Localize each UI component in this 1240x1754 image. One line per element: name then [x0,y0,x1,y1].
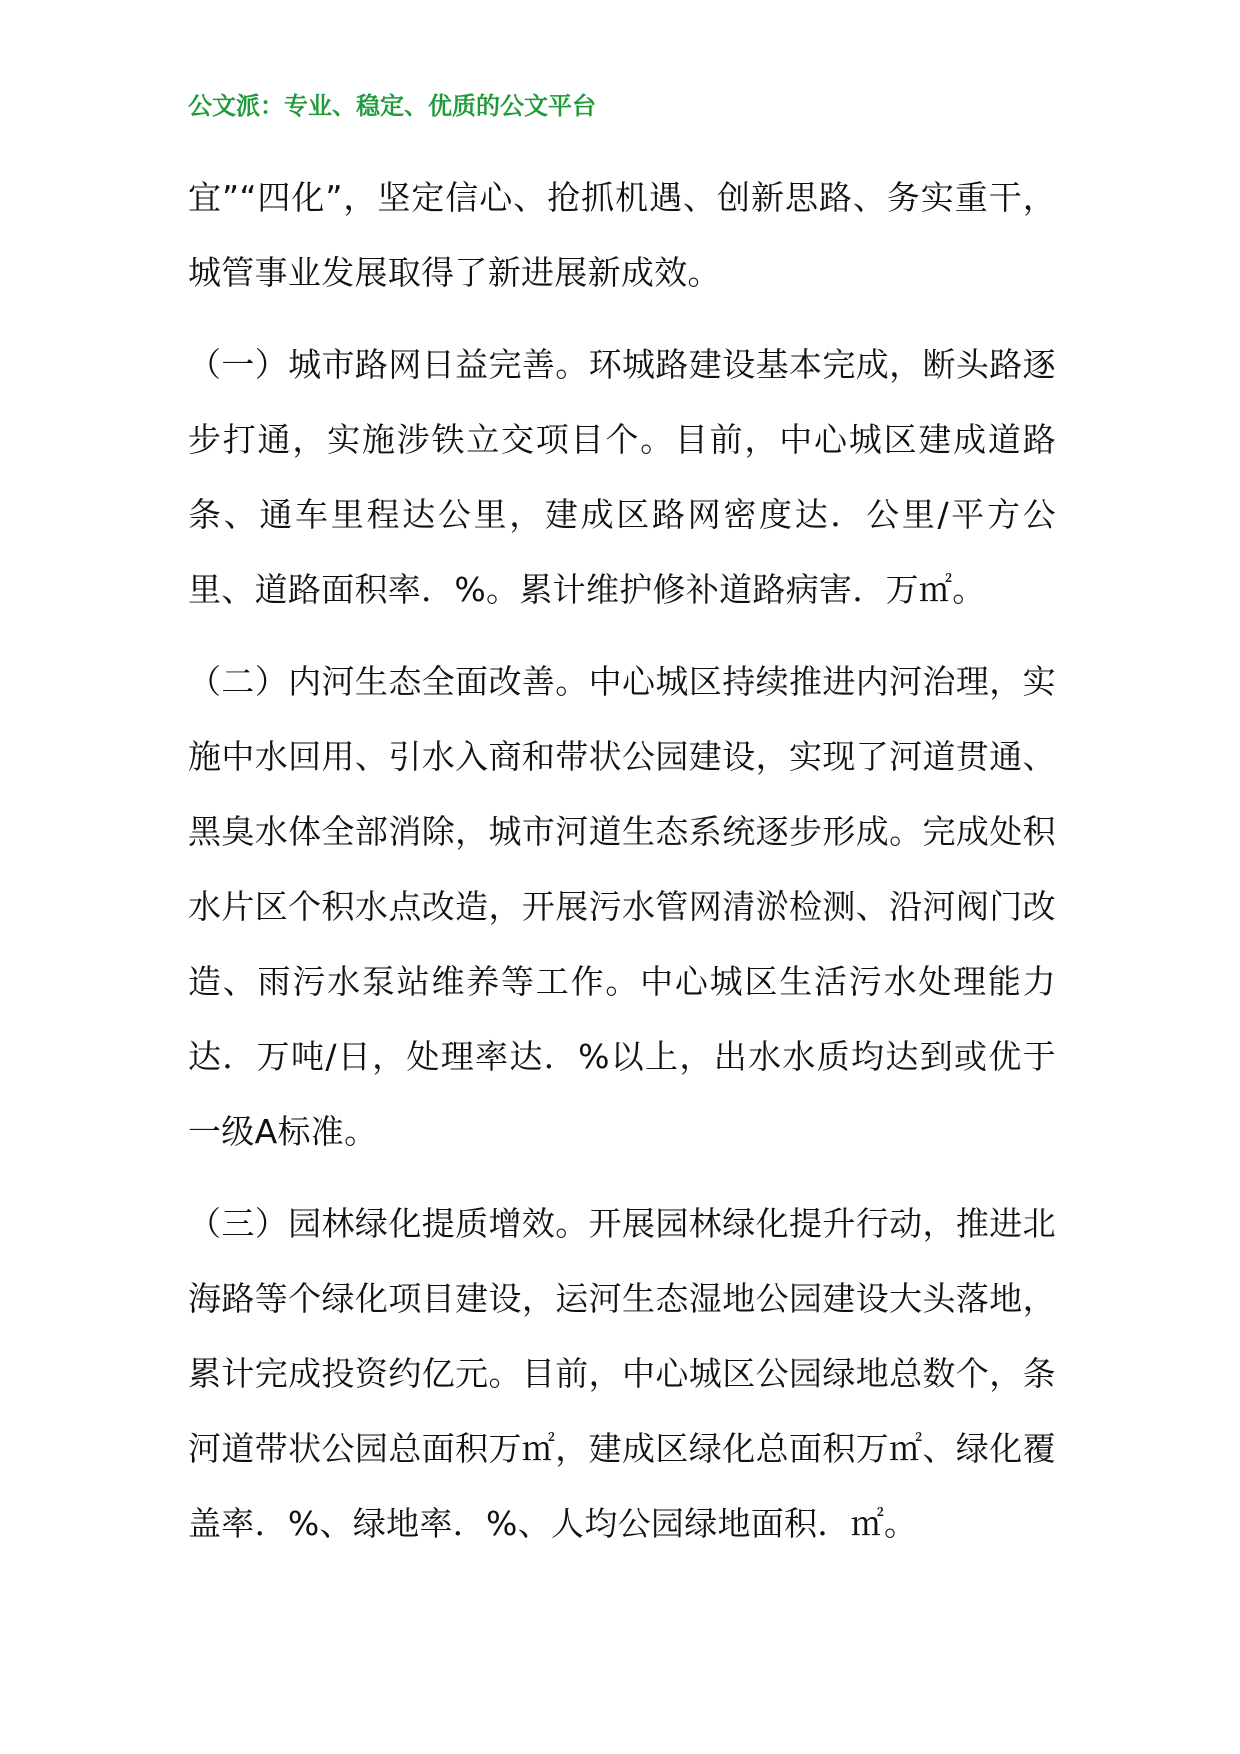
document-body [188,160,1056,1578]
paragraph-greening: （三）园林绿化提质增效。开展园林绿化提升行动，推进北海路等个绿化项目建设，运河生态湿地公园建设大头落地，累计完成投资约亿元。目前，中心城区公园绿地总数个，条河道带状公园总面积万㎡，建成区绿化总面积万㎡、绿化覆盖率．%、绿地率．%、人均公园绿地面积．㎡。 [188,1204,1056,1543]
paragraph-road-network: （一）城市路网日益完善。环城路建设基本完成，断头路逐步打通，实施涉铁立交项目个。目前，中心城区建成道路条、通车里程达公里，建成区路网密度达．公里/平方公里、道路面积率．%。累计维护修补道路病害．万㎡。 [188,345,1056,609]
paragraph-intro: 宜”“四化”，坚定信心、抢抓机遇、创新思路、务实重干，城管事业发展取得了新进展新成效。 [188,178,1056,292]
paragraph-river-ecology: （二）内河生态全面改善。中心城区持续推进内河治理，实施中水回用、引水入商和带状公园建设，实现了河道贯通、黑臭水体全部消除，城市河道生态系统逐步形成。完成处积水片区个积水点改造，开展污水管网清淤检测、沿河阀门改造、雨污水泵站维养等工作。中心城区生活污水处理能力达．万吨/日，处理率达．%以上，出水水质均达到或优于一级A标准。 [188,662,1056,1151]
page-header: 公文派：专业、稳定、优质的公文平台 [188,92,596,120]
